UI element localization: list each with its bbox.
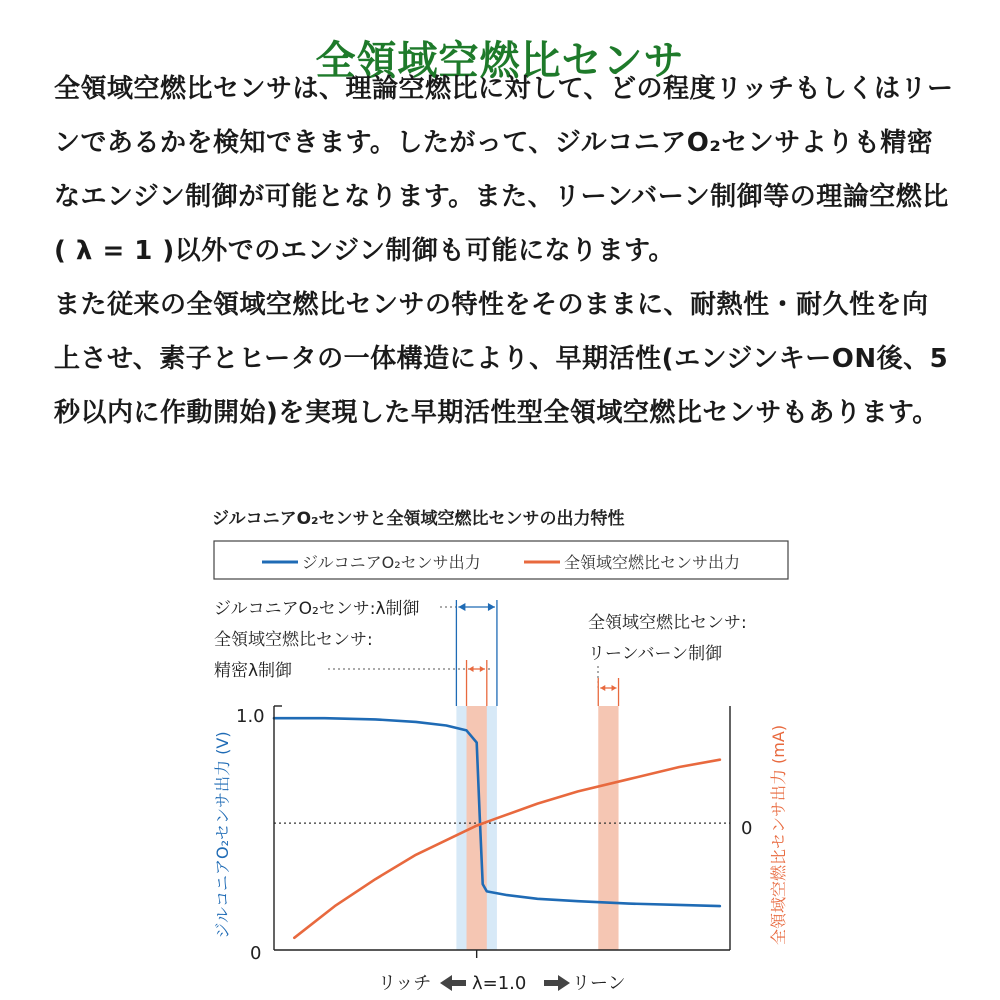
chart-title: ジルコニアO₂センサと全領域空燃比センサの出力特性: [212, 509, 625, 529]
y-left-tick-top: 1.0: [236, 706, 265, 727]
leader-af-lean: [598, 666, 614, 688]
bracket-af-precise-arrow-right: [480, 666, 485, 672]
paragraph-1: 全領域空燃比センサは、理論空燃比に対して、どの程度リッチもしくはリーンであるかを検知できます。したがって、ジルコニアO₂センサよりも精密なエンジン制御が可能となります。また、リーンバーン制御等の理論空燃比( λ = 1 )以外でのエンジン制御も可能になります。: [54, 74, 954, 266]
annotation-af-precise-line1: 全領域空燃比センサ:: [214, 630, 373, 650]
legend-label-zirconia: ジルコニアO₂センサ出力: [302, 553, 481, 572]
paragraph-2: また従来の全領域空燃比センサの特性をそのままに、耐熱性・耐久性を向上させ、素子とヒータの一体構造により、早期活性(エンジンキーON後、5秒以内に作動開始)を実現した早期活性型全領域空燃比センサもあります。: [54, 290, 949, 428]
annotation-zirconia-control: ジルコニアO₂センサ:λ制御: [214, 599, 420, 619]
bracket-zirconia-arrow-left: [458, 603, 465, 611]
x-label-rich: リッチ: [378, 973, 432, 994]
y-left-axis-label: ジルコニアO₂センサ出力 (V): [213, 731, 232, 939]
y-right-tick-zero: 0: [741, 818, 753, 839]
x-label-lean: リーン: [572, 973, 626, 994]
bracket-af-precise-arrow-left: [469, 666, 474, 672]
x-label-center: λ=1.0: [472, 973, 527, 994]
series-line-af: [294, 760, 720, 938]
arrow-right-icon: [544, 975, 570, 991]
y-right-axis-label: 全領域空燃比センサ出力 (mA): [769, 724, 788, 946]
band-af-lean-control: [598, 706, 618, 950]
series-line-zirconia: [274, 718, 720, 906]
legend-label-af: 全領域空燃比センサ出力: [564, 553, 741, 572]
bracket-zirconia-arrow-right: [488, 603, 495, 611]
y-left-tick-bottom: 0: [250, 943, 262, 964]
bracket-af-lean-arrow-left: [600, 685, 605, 691]
annotation-af-lean-line1: 全領域空燃比センサ:: [588, 613, 747, 633]
bracket-af-lean-arrow-right: [612, 685, 617, 691]
annotation-af-lean-line2: リーンバーン制御: [588, 644, 723, 664]
annotation-af-precise-line2: 精密λ制御: [214, 661, 293, 681]
page-title: 全領域空燃比センサ: [315, 37, 685, 84]
arrow-left-icon: [440, 975, 466, 991]
